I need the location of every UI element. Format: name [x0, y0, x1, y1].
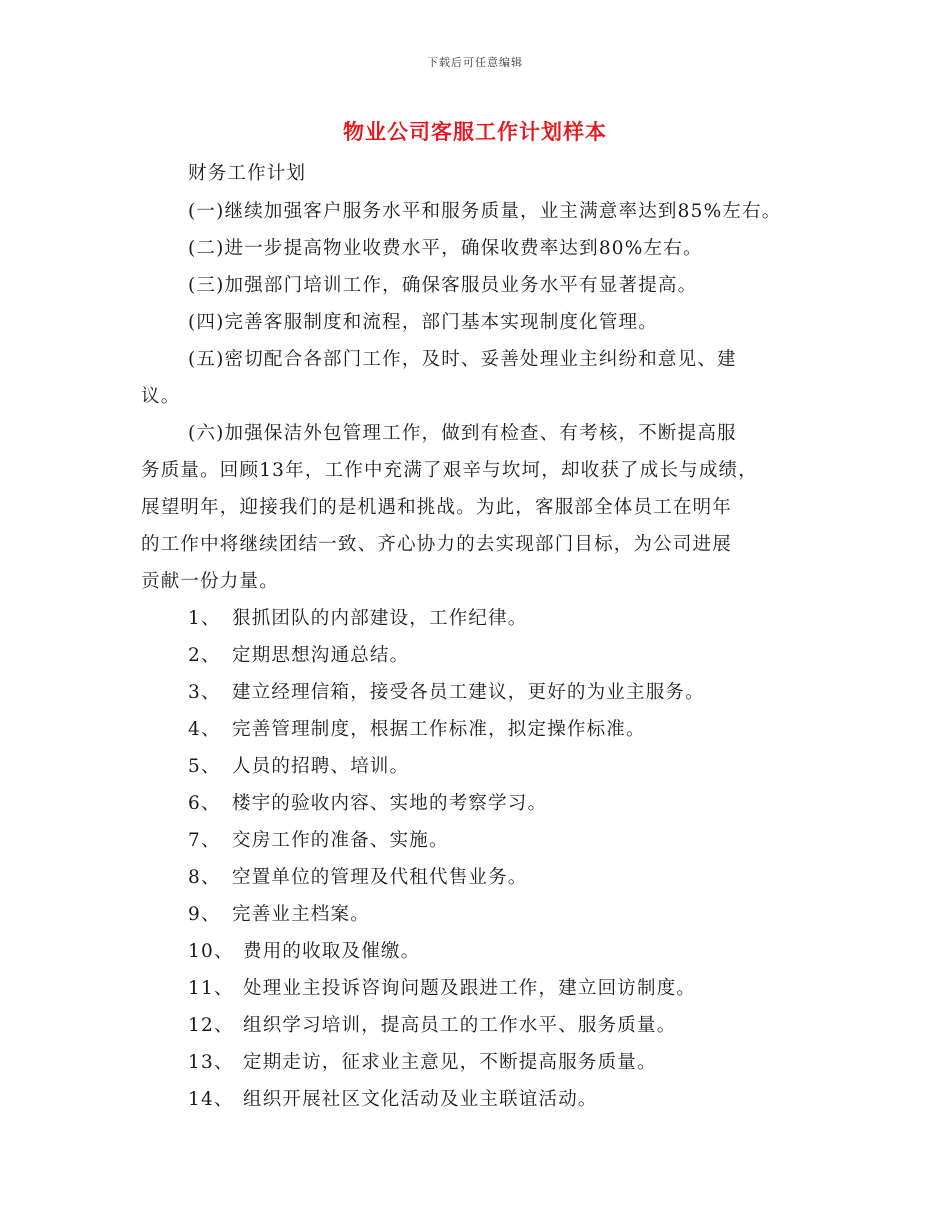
- task-item: [188, 940, 420, 964]
- task-text: 空置单位的管理及代租代售业务。: [232, 867, 528, 888]
- task-number: 9、: [188, 904, 221, 925]
- task-number: 10、: [188, 941, 234, 962]
- task-number: 12、: [188, 1015, 234, 1036]
- task-text: 人员的招聘、培训。: [232, 756, 410, 777]
- goal-5-line-2: 议。: [141, 386, 181, 407]
- goal-6-line-5: 贡献一份力量。: [141, 571, 279, 592]
- task-number: 11、: [188, 978, 234, 999]
- goal-6-line-3: 展望明年，迎接我们的是机遇和挑战。为此，客服部全体员工在明年: [141, 497, 733, 518]
- task-text: 定期思想沟通总结。: [232, 645, 410, 666]
- task-item: [188, 755, 409, 779]
- task-text: 楼宇的验收内容、实地的考察学习。: [232, 793, 548, 814]
- task-number: 14、: [188, 1089, 234, 1110]
- task-item: [188, 1088, 598, 1112]
- task-number: 7、: [188, 830, 221, 851]
- task-text: 组织开展社区文化活动及业主联谊活动。: [243, 1089, 598, 1110]
- task-number: 8、: [188, 867, 221, 888]
- goal-3: (三)加强部门培训工作，确保客服员业务水平有显著提高。: [188, 275, 698, 296]
- task-text: 完善管理制度，根据工作标准，拟定操作标准。: [232, 719, 646, 740]
- section-heading: 财务工作计划: [188, 163, 307, 184]
- task-number: 3、: [188, 682, 221, 703]
- goal-4: (四)完善客服制度和流程，部门基本实现制度化管理。: [188, 312, 658, 333]
- task-text: 建立经理信箱，接受各员工建议，更好的为业主服务。: [232, 682, 705, 703]
- task-item: [188, 1014, 676, 1038]
- task-text: 处理业主投诉咨询问题及跟进工作，建立回访制度。: [243, 978, 697, 999]
- task-item: [188, 718, 646, 742]
- task-number: 1、: [188, 608, 221, 629]
- document-title: 物业公司客服工作计划样本: [343, 119, 607, 144]
- task-item: [188, 607, 528, 631]
- task-item: [188, 977, 696, 1001]
- task-text: 交房工作的准备、实施。: [232, 830, 449, 851]
- task-item: [188, 1051, 657, 1075]
- goal-6-line-2: 务质量。回顾13年，工作中充满了艰辛与坎坷，却收获了成长与成绩，: [141, 460, 758, 481]
- task-number: 5、: [188, 756, 221, 777]
- task-text: 费用的收取及催缴。: [243, 941, 421, 962]
- goal-2: (二)进一步提高物业收费水平，确保收费率达到80%左右。: [188, 238, 703, 259]
- goal-6-line-4: 的工作中将继续团结一致、齐心协力的去实现部门目标，为公司进展: [141, 534, 733, 555]
- task-text: 狠抓团队的内部建设，工作纪律。: [232, 608, 528, 629]
- task-item: [188, 866, 528, 890]
- task-item: [188, 829, 449, 853]
- goal-6-line-1: (六)加强保洁外包管理工作，做到有检查、有考核，不断提高服: [188, 423, 737, 444]
- task-number: 13、: [188, 1052, 234, 1073]
- page-header-note: 下载后可任意编辑: [427, 56, 523, 69]
- task-item: [188, 644, 409, 668]
- task-text: 定期走访，征求业主意见，不断提高服务质量。: [243, 1052, 657, 1073]
- task-item: [188, 681, 705, 705]
- goal-5-line-1: (五)密切配合各部门工作，及时、妥善处理业主纠纷和意见、建: [188, 349, 737, 370]
- task-text: 组织学习培训，提高员工的工作水平、服务质量。: [243, 1015, 677, 1036]
- task-number: 2、: [188, 645, 221, 666]
- task-text: 完善业主档案。: [232, 904, 370, 925]
- task-item: [188, 792, 547, 816]
- task-item: [188, 903, 370, 927]
- goal-1: (一)继续加强客户服务水平和服务质量，业主满意率达到85%左右。: [188, 201, 782, 222]
- task-number: 6、: [188, 793, 221, 814]
- task-number: 4、: [188, 719, 221, 740]
